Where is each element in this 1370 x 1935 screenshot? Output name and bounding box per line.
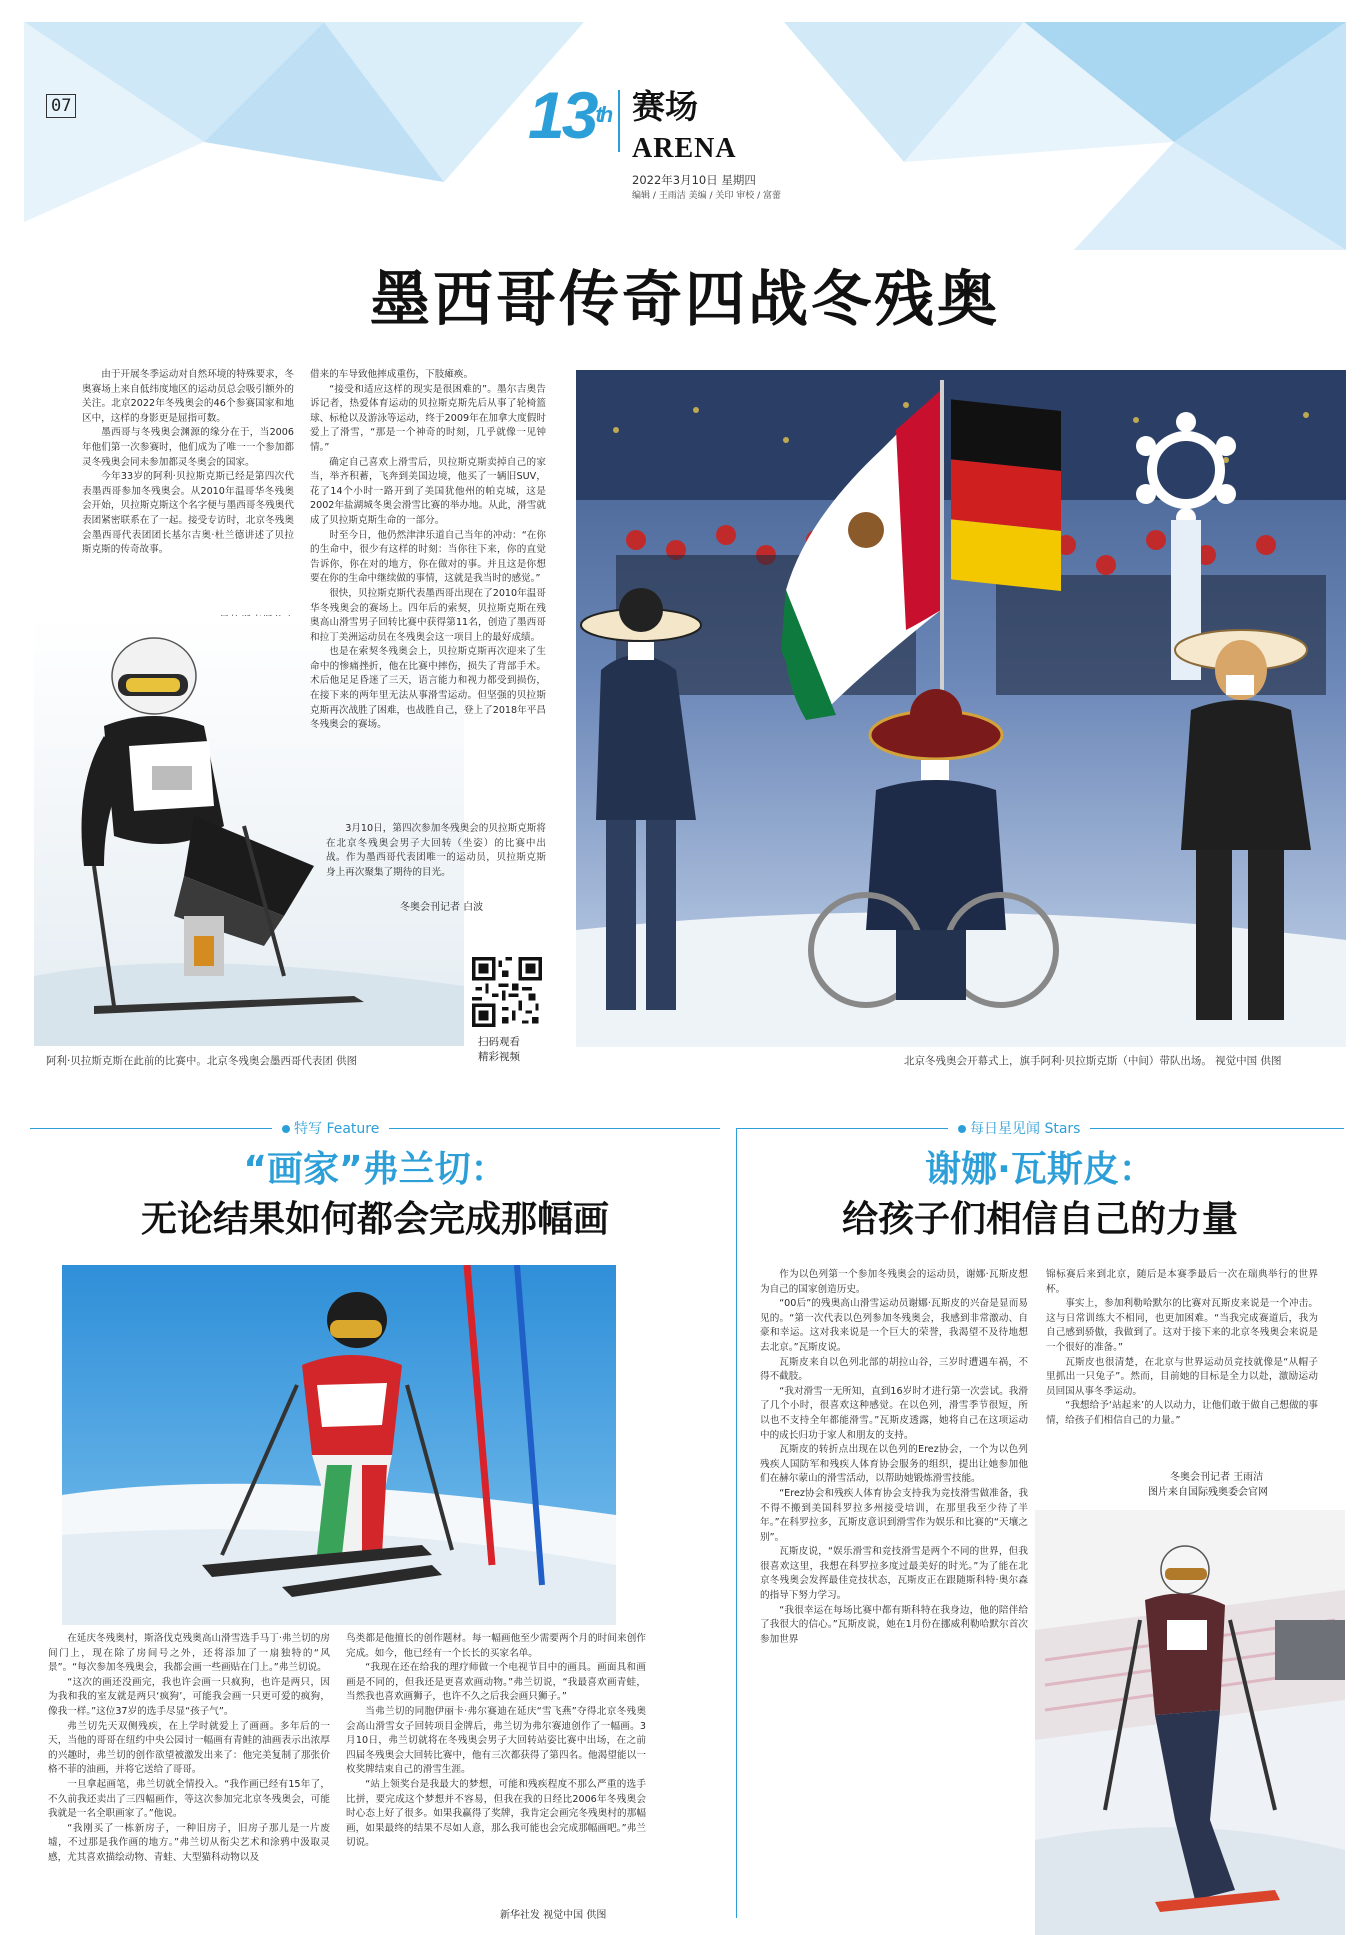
stars-col1-para-7: 瓦斯皮说，“娱乐滑雪和竞技滑雪是两个不同的世界，但我很喜欢这里，我想在科罗拉多度过最美好的时光。”为了能在北京冬残奥会发挥最佳竞技状态，瓦斯皮正在跟随斯科特·奥尔森的指导下努力学习。 xyxy=(760,1546,1028,1602)
feature-title-line2: 无论结果如何都会完成那幅画 xyxy=(140,1199,609,1240)
stars-col1-para-5: 瓦斯皮的转折点出现在以色列的Erez协会，一个为以色列残疾人国防军和残疾人体育协会服务的组织，提出让她参加他们在赫尔蒙山的滑雪活动，以帮助她锻炼滑雪技能。 xyxy=(760,1444,1028,1485)
main-col2-para-5: 很快，贝拉斯克斯代表墨西哥出现在了2010年温哥华冬残奥会的赛场上。四年后的索契，贝拉斯克斯在残奥高山滑雪男子回转比赛中获得第11名，创造了墨西哥和拉丁美洲运动员在冬残奥会这一项目上的最好成绩。 xyxy=(310,587,546,643)
stars-col2 xyxy=(1046,1268,1318,1429)
main-col1-para-1: 由于开展冬季运动对自然环境的特殊要求，冬奥赛场上来自低纬度地区的运动员总会吸引额外的关注。北京2022年冬残奥会的46个参赛国家和地区中，这样的身影更是屈指可数。 xyxy=(82,369,294,424)
main-col1-para-3: 今年33岁的阿利·贝拉斯克斯已经是第四次代表墨西哥参加冬残奥会。从2010年温哥华冬残奥会开始，贝拉斯克斯这个名字便与墨西哥冬残奥代表团紧密联系在了一起。接受专访时，北京冬残奥会墨西哥代表团团长基尔吉奥·杜兰德讲述了贝拉斯克斯的传奇故事。 xyxy=(82,471,294,556)
main-col2-para-6: 也是在索契冬残奥会上，贝拉斯克斯再次迎来了生命中的惨痛挫折，他在比赛中摔伤，损失了背部手术。术后他足足昏迷了三天，语言能力和视力都受到损伤，在接下来的两年里无法从事滑雪运动。但坚强的贝拉斯克斯再次战胜了困难，也战胜自己，登上了2018年平昌冬残奥会的赛场。 xyxy=(310,646,546,731)
feature-col1-para-2: “这次的画还没画完，我也许会画一只疯狗，也许是两只，因为我和我的室友就是两只‘疯狗’，可能我会画一只更可爱的疯狗，像我一样。”这位37岁的选手尽显“孩子气”。 xyxy=(48,1676,330,1717)
main-col2-para-2: “接受和适应这样的现实是很困难的”。墨尔吉奥告诉记者，热爱体育运动的贝拉斯克斯先后从事了轮椅篮球、标枪以及游泳等运动，终于2009年在加拿大度假时爱上了滑雪，“那是一个神奇的时刻，几乎就像一见钟情。” xyxy=(310,383,546,453)
feature-col2 xyxy=(346,1632,646,1851)
main-story-col1 xyxy=(82,368,294,558)
page-credits: 编辑 / 王雨洁 美编 / 关印 审校 / 富蕾 xyxy=(632,191,781,201)
stars-col2-para-2: 事实上，参加利勒哈默尔的比赛对瓦斯皮来说是一个冲击。这与日常训练大不相同，也更加困难。“当我完成赛道后，我为自己感到骄傲，我做到了。这对于接下来的北京冬残奥会来说是一个很好的准备。” xyxy=(1046,1298,1318,1353)
main-col2-para-7: 3月10日，第四次参加冬残奥会的贝拉斯克斯将在北京冬残奥会男子大回转（坐姿）的比赛中出战。作为墨西哥代表团唯一的运动员，贝拉斯克斯身上再次聚集了期待的目光。 xyxy=(326,823,546,878)
section-title-en: ARENA xyxy=(632,133,737,164)
feature-col1-para-1: 在延庆冬残奥村，斯洛伐克残奥高山滑雪选手马丁·弗兰切的房间门上，现在除了房间号之外，还将添加了一扇独特的“风景”。“每次参加冬残奥会，我都会画一些画贴在门上。”弗兰切说。 xyxy=(48,1633,330,1674)
qr-code-icon[interactable] xyxy=(472,957,542,1027)
main-col2-para-4: 时至今日，他仍然津津乐道自己当年的冲动：“在你的生命中，很少有这样的时刻：当你往下来，你的直觉告诉你，你在对的地方，你在做对的事。并且这是你想要在你的生命中继续做的事情，这就是我当时的感觉。” xyxy=(310,529,546,585)
main-headline: 墨西哥传奇四战冬残奥 xyxy=(370,265,1000,335)
photo-opening-ceremony xyxy=(576,370,1346,1047)
main-story-col2-end xyxy=(326,822,546,880)
feature-col2-para-2: “我现在还在给我的理疗师做一个电视节目中的画具。画面具和画画是不同的，但我还是更喜欢画动物。”弗兰切说，“我最喜欢画青蛙，当然我也喜欢画狮子，也许不久之后我会画只狮子。” xyxy=(346,1662,646,1703)
issue-date: 2022年3月10日 星期四 xyxy=(632,173,756,187)
feature-col1-para-3: 弗兰切先天双侧残疾，在上学时就爱上了画画。多年后的一天，当他的哥哥在纽约中央公园讨一幅画有青鲑的油画表示出浓厚的兴趣时，弗兰切的创作欲望被激发出来了：他完美复制了那张价格不菲的油画，并将它送给了哥哥。 xyxy=(48,1720,330,1776)
stars-col1 xyxy=(760,1268,1028,1647)
day-number-text: 13 xyxy=(528,78,596,152)
main-col2-para-3: 确定自己喜欢上滑雪后，贝拉斯克斯卖掉自己的家当，举齐积蓄，飞奔到美国边境，他买了一辆旧SUV，花了14个小时一路开到了美国犹他州的帕克城，这是2002年盐湖城冬奥会滑雪比赛的举办地。从此，滑雪就成了贝拉斯克斯生命的一部分。 xyxy=(310,456,546,526)
stars-col1-para-2: “00后”的残奥高山滑雪运动员谢娜·瓦斯皮的兴奋是显而易见的。“第一次代表以色列参加冬残奥会，我感到非常激动、自豪和幸运。这对我来说是一个巨大的荣誉，我渴望不及待地想去北京。”瓦斯皮说。 xyxy=(760,1298,1028,1353)
stars-byline-2: 图片来自国际残奥委会官网 xyxy=(1148,1487,1268,1498)
stars-col2-para-4: “我想给予‘站起来’的人以动力，让他们敢于做自己想做的事情，给孩子们相信自己的力量。” xyxy=(1046,1400,1318,1426)
stars-col2-para-3: 瓦斯皮也很清楚，在北京与世界运动员竞技就像是“从帽子里抓出一只兔子”。然而，目前她的目标是全力以赴，激励运动员回国从事冬季运动。 xyxy=(1046,1356,1318,1397)
day-number xyxy=(528,78,611,152)
stars-col1-para-8: “我很幸运在每场比赛中都有斯科特在我身边，他的陪伴给了我很大的信心。”瓦斯皮说，她在1月份在挪威利勒哈默尔首次参加世界 xyxy=(760,1604,1028,1645)
stars-label-dot-icon xyxy=(958,1125,966,1133)
stars-col2-para-1: 锦标赛后来到北京，随后是本赛季最后一次在瑞典举行的世界杯。 xyxy=(1046,1269,1318,1295)
feature-title-line1: “画家”弗兰切： xyxy=(243,1149,507,1190)
stars-col1-para-3: 瓦斯皮来自以色列北部的胡拉山谷，三岁时遭遇车祸，不得不截肢。 xyxy=(760,1356,1028,1383)
feature-label-dot-icon xyxy=(282,1125,290,1133)
feature-col1 xyxy=(48,1632,330,1866)
stars-col1-para-4: “我对滑雪一无所知，直到16岁时才进行第一次尝试。我滑了几个小时，很喜欢这种感觉。在以色列，滑雪季节很短，所以也不支持全年都能滑雪。”瓦斯皮透露，她将自己在这项运动中的成长归功于家人和朋友的支持。 xyxy=(760,1385,1028,1441)
caption-opening-ceremony: 北京冬残奥会开幕式上，旗手阿利·贝拉斯克斯（中间）带队出场。 视觉中国 供图 xyxy=(904,1055,1282,1067)
page-number: 07 xyxy=(46,94,76,118)
feature-col2-para-1: 鸟类都是他擅长的创作题材。每一幅画他至少需要两个月的时间来创作完成。如今，他已经有一个长长的买家名单。 xyxy=(346,1633,646,1659)
stars-byline-1: 冬奥会刊记者 王雨洁 xyxy=(1170,1472,1264,1483)
qr-label-1: 扫码观看 xyxy=(478,1036,520,1048)
stars-section-label: 每日星见闻 Stars xyxy=(948,1118,1090,1138)
feature-col1-para-4: 一旦拿起画笔，弗兰切就全情投入。“我作画已经有15年了，不久前我还卖出了三四幅画作，等这次参加完北京冬残奥会，可能我就是一名全职画家了。”他说。 xyxy=(48,1778,330,1820)
header-divider xyxy=(618,90,620,152)
main-col1-para-2: 墨西哥与冬残奥会渊源的缘分在于，当2006年他们第一次参赛时，他们成为了唯一一个参加都灵冬残奥会同未参加都灵冬奥会的国家。 xyxy=(82,427,294,468)
caption-sit-skier: 阿利·贝拉斯克斯在此前的比赛中。北京冬残奥会墨西哥代表团 供图 xyxy=(46,1055,358,1067)
photo-slalom-skier xyxy=(62,1265,616,1625)
feature-col2-para-4: “站上领奖台是我最大的梦想，可能和残疾程度不那么严重的选手比拼，要完成这个梦想并不容易，但我在我的日经比2006年冬残奥会时心态上好了很多。如果我赢得了奖牌，我肯定会画完冬残奥村的那幅画，如果最终的结果不尽如人意，那么我可能也会完成那幅画吧。”弗兰切说。 xyxy=(346,1778,646,1849)
main-story-byline: 冬奥会刊记者 白波 xyxy=(400,902,484,913)
feature-byline: 新华社发 视觉中国 供图 xyxy=(500,1910,607,1921)
feature-col2-para-3: 当弗兰切的同胞伊丽卡·弗尔赛迪在延庆“雪飞燕”夺得北京冬残奥会高山滑雪女子回转项目金牌后，弗兰切为弗尔赛迪创作了一幅画。3月10日，弗兰切就将在冬残奥会男子大回转站姿比赛中出场，在之前四届冬残奥会大回转比赛中，他有三次都获得了第四名。他渴望能以一枚奖牌结束自己的滑雪生涯。 xyxy=(346,1705,646,1776)
feature-col1-para-5: “我刚买了一栋新房子，一种旧房子，旧房子那儿是一片废墟，不过那是我作画的地方。”弗兰切从衔尖艺术和涂鸦中汲取灵感，尤其喜欢描绘动物、青蛙、大型猫科动物以及 xyxy=(48,1822,330,1863)
stars-col1-para-6: “Erez协会和残疾人体育协会支持我为竞技滑雪做准备，我不得不搬到美国科罗拉多州接受培训，在那里我至少待了半年。”在科罗拉多，瓦斯皮意识到滑雪作为娱乐和比赛的“天壤之别”。 xyxy=(760,1487,1028,1543)
main-story-col2 xyxy=(310,368,546,733)
stars-col1-para-1: 作为以色列第一个参加冬残奥会的运动员，谢娜·瓦斯皮想为自己的国家创造历史。 xyxy=(760,1269,1028,1295)
day-suffix: th xyxy=(595,102,611,127)
photo-stand-skier xyxy=(1035,1510,1345,1935)
stars-title-line1: 谢娜·瓦斯皮： xyxy=(925,1149,1155,1190)
section-title-cn: 赛场 xyxy=(632,87,698,126)
feature-section-label: 特写 Feature xyxy=(272,1118,389,1138)
main-col2-para-1: 借来的车导致他摔成重伤，下肢瘫痪。 xyxy=(310,369,474,380)
qr-label-2: 精彩视频 xyxy=(478,1051,520,1063)
stars-title-line2: 给孩子们相信自己的力量 xyxy=(841,1199,1238,1240)
